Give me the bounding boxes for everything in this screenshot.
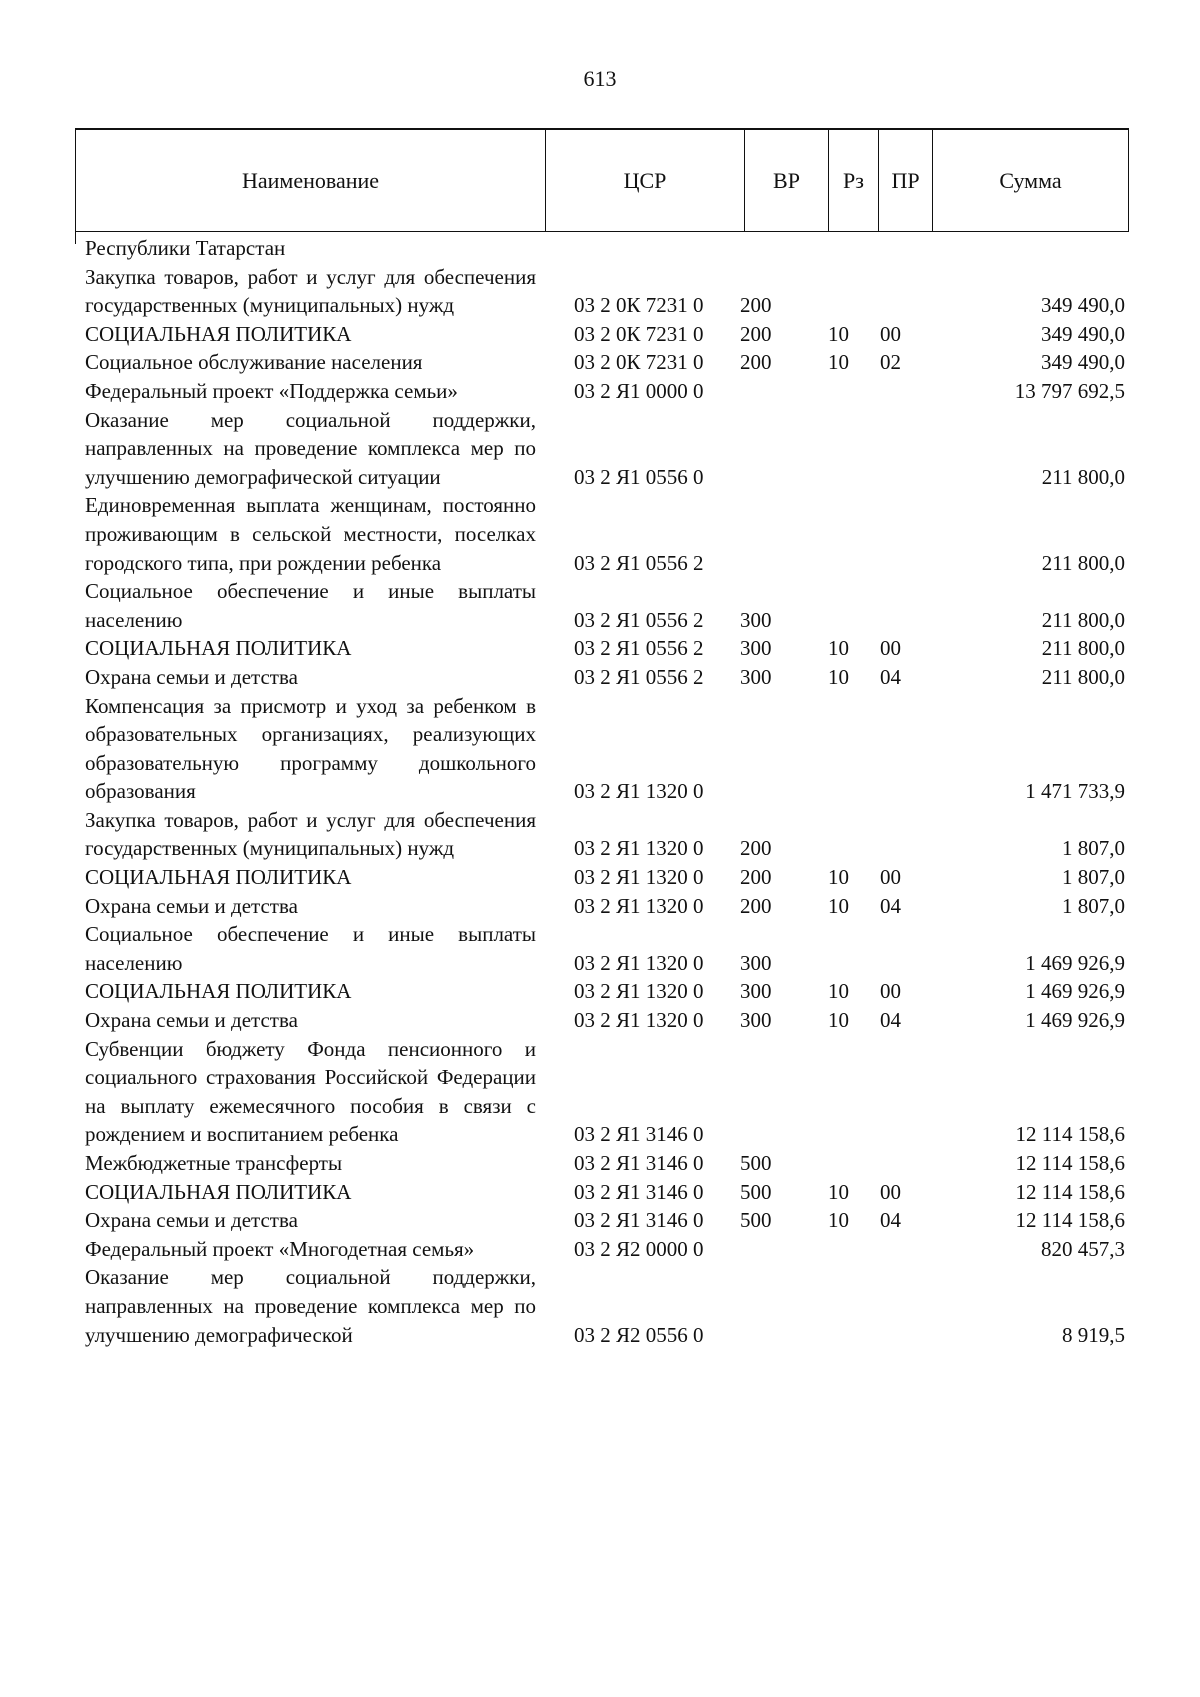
table-row xyxy=(85,377,1125,406)
row-csr: 03 2 Я1 1320 0 xyxy=(574,979,704,1004)
row-name: Закупка товаров, работ и услуг для обеспечения государственных (муниципальных) нужд xyxy=(85,807,536,861)
row-rz: 10 xyxy=(828,893,849,918)
row-sum: 1 807,0 xyxy=(1062,893,1125,918)
row-sum: 12 114 158,6 xyxy=(1015,1151,1125,1175)
table-row xyxy=(85,1235,1125,1264)
row-csr: 03 2 Я1 0556 2 xyxy=(574,607,704,632)
header-rz: Рз xyxy=(829,130,879,231)
table-row xyxy=(85,1206,1125,1235)
row-vr: 200 xyxy=(740,893,772,918)
table-row xyxy=(85,348,1125,377)
table-row xyxy=(85,663,1125,692)
row-vr: 200 xyxy=(740,350,772,375)
table-row xyxy=(85,920,1125,977)
row-csr: 03 2 Я1 0556 2 xyxy=(574,636,704,661)
table-row xyxy=(85,1263,1125,1349)
row-name: Федеральный проект «Многодетная семья» xyxy=(85,1236,475,1261)
row-rz: 10 xyxy=(828,1179,849,1204)
header-vr: ВР xyxy=(745,130,829,231)
row-sum: 1 807,0 xyxy=(1062,836,1125,861)
row-name: Охрана семьи и детства xyxy=(85,893,298,918)
row-sum: 1 469 926,9 xyxy=(1025,1008,1125,1033)
row-pr: 02 xyxy=(880,350,901,375)
row-pr: 04 xyxy=(880,1208,901,1233)
row-csr: 03 2 Я1 3146 0 xyxy=(574,1179,704,1204)
row-rz: 10 xyxy=(828,979,849,1004)
row-name: СОЦИАЛЬНАЯ ПОЛИТИКА xyxy=(85,1179,352,1204)
table-row xyxy=(85,863,1125,892)
row-vr: 200 xyxy=(740,321,772,346)
row-pr: 00 xyxy=(880,979,901,1004)
row-sum: 349 490,0 xyxy=(1041,321,1125,346)
row-rz: 10 xyxy=(828,1008,849,1033)
table-row xyxy=(85,806,1125,863)
row-vr: 500 xyxy=(740,1208,772,1233)
row-sum: 1 469 926,9 xyxy=(1025,979,1125,1004)
row-rz: 10 xyxy=(828,664,849,689)
row-sum: 349 490,0 xyxy=(1041,293,1125,318)
row-name: Субвенции бюджету Фонда пенсионного и социального страхования Российской Федерации на выплату ежемесячного пособия в связи с рождением и воспитанием ребенка xyxy=(85,1036,536,1147)
row-csr: 03 2 Я1 1320 0 xyxy=(574,893,704,918)
row-pr: 04 xyxy=(880,664,901,689)
row-pr: 04 xyxy=(880,893,901,918)
row-csr: 03 2 Я1 0000 0 xyxy=(574,378,704,403)
row-rz: 10 xyxy=(828,321,849,346)
row-sum: 349 490,0 xyxy=(1041,350,1125,375)
row-sum: 211 800,0 xyxy=(1041,636,1125,661)
table-row xyxy=(85,320,1125,349)
row-vr: 500 xyxy=(740,1151,772,1175)
row-vr: 300 xyxy=(740,950,772,975)
row-sum: 1 807,0 xyxy=(1062,865,1125,890)
row-csr: 03 2 0К 7231 0 xyxy=(574,293,704,318)
row-sum: 13 797 692,5 xyxy=(1014,378,1125,403)
row-name: Социальное обеспечение и иные выплаты населению xyxy=(85,922,536,975)
row-name: Компенсация за присмотр и уход за ребенком в образовательных организациях, реализующих образовательную программу дошкольного образования xyxy=(85,693,536,804)
row-pr: 00 xyxy=(880,636,901,661)
row-name: Единовременная выплата женщинам, постоянно проживающим в сельской местности, поселках городского типа, при рождении ребенка xyxy=(85,493,536,575)
row-name: Федеральный проект «Поддержка семьи» xyxy=(85,378,458,403)
row-rz: 10 xyxy=(828,636,849,661)
row-name: Охрана семьи и детства xyxy=(85,664,298,689)
header-name: Наименование xyxy=(76,130,546,231)
header-csr: ЦСР xyxy=(546,130,745,231)
row-csr: 03 2 Я1 1320 0 xyxy=(574,1008,704,1033)
row-csr: 03 2 Я1 3146 0 xyxy=(574,1122,704,1147)
row-name: Охрана семьи и детства xyxy=(85,1208,298,1233)
row-sum: 1 469 926,9 xyxy=(1025,950,1125,975)
row-sum: 211 800,0 xyxy=(1041,607,1125,632)
row-pr: 00 xyxy=(880,321,901,346)
table-row xyxy=(85,491,1125,577)
row-csr: 03 2 Я1 1320 0 xyxy=(574,950,704,975)
row-sum: 12 114 158,6 xyxy=(1015,1179,1125,1204)
row-csr: 03 2 Я1 0556 0 xyxy=(574,464,704,489)
table-row xyxy=(85,1178,1125,1207)
row-name: Оказание мер социальной поддержки, направленных на проведение комплекса мер по улучшению демографической xyxy=(85,1265,536,1347)
row-vr: 200 xyxy=(740,836,772,861)
table-row xyxy=(85,1149,1125,1178)
row-sum: 211 800,0 xyxy=(1041,464,1125,489)
row-csr: 03 2 Я1 3146 0 xyxy=(574,1208,704,1233)
row-rz: 10 xyxy=(828,865,849,890)
row-vr: 300 xyxy=(740,636,772,661)
row-sum: 8 919,5 xyxy=(1062,1322,1125,1347)
header-pr: ПР xyxy=(879,130,933,231)
row-name: Социальное обслуживание населения xyxy=(85,350,423,375)
row-vr: 300 xyxy=(740,979,772,1004)
table-row xyxy=(85,577,1125,634)
row-sum: 211 800,0 xyxy=(1041,550,1125,575)
table-row xyxy=(85,634,1125,663)
table-row xyxy=(85,977,1125,1006)
row-sum: 12 114 158,6 xyxy=(1015,1208,1125,1233)
row-sum: 211 800,0 xyxy=(1041,664,1125,689)
row-csr: 03 2 Я1 0556 2 xyxy=(574,550,704,575)
row-sum: 1 471 733,9 xyxy=(1025,779,1125,804)
row-name: Межбюджетные трансферты xyxy=(85,1151,343,1175)
row-vr: 200 xyxy=(740,865,772,890)
row-name: СОЦИАЛЬНАЯ ПОЛИТИКА xyxy=(85,321,352,346)
table-row xyxy=(85,263,1125,320)
row-pr: 00 xyxy=(880,865,901,890)
row-vr: 300 xyxy=(740,607,772,632)
row-csr: 03 2 Я1 1320 0 xyxy=(574,865,704,890)
row-name: Оказание мер социальной поддержки, направленных на проведение комплекса мер по улучшению демографической ситуации xyxy=(85,407,536,489)
row-csr: 03 2 Я1 0556 2 xyxy=(574,664,704,689)
row-name: СОЦИАЛЬНАЯ ПОЛИТИКА xyxy=(85,979,352,1004)
table-header xyxy=(75,128,1129,232)
row-name: Охрана семьи и детства xyxy=(85,1008,298,1033)
row-name: Закупка товаров, работ и услуг для обеспечения государственных (муниципальных) нужд xyxy=(85,264,536,318)
row-sum: 12 114 158,6 xyxy=(1015,1122,1125,1147)
row-vr: 300 xyxy=(740,664,772,689)
row-pr: 04 xyxy=(880,1008,901,1033)
table-row xyxy=(85,692,1125,806)
row-name: Республики Татарстан xyxy=(85,236,286,260)
row-csr: 03 2 Я2 0000 0 xyxy=(574,1236,704,1261)
row-name: Социальное обеспечение и иные выплаты населению xyxy=(85,579,536,632)
row-name: СОЦИАЛЬНАЯ ПОЛИТИКА xyxy=(85,636,352,661)
row-csr: 03 2 Я1 1320 0 xyxy=(574,779,704,804)
row-name: СОЦИАЛЬНАЯ ПОЛИТИКА xyxy=(85,865,352,890)
page-number: 613 xyxy=(583,66,617,91)
header-sum: Сумма xyxy=(999,167,1062,193)
table-row xyxy=(85,234,1125,263)
row-csr: 03 2 Я1 1320 0 xyxy=(574,836,704,861)
table-row xyxy=(85,406,1125,492)
table-body xyxy=(85,234,1125,1349)
table-left-rule xyxy=(75,230,76,244)
row-csr: 03 2 0К 7231 0 xyxy=(574,321,704,346)
row-vr: 500 xyxy=(740,1179,772,1204)
table-row xyxy=(85,892,1125,921)
row-pr: 00 xyxy=(880,1179,901,1204)
row-vr: 200 xyxy=(740,293,772,318)
row-csr: 03 2 Я2 0556 0 xyxy=(574,1322,704,1347)
row-vr: 300 xyxy=(740,1008,772,1033)
row-csr: 03 2 0К 7231 0 xyxy=(574,350,704,375)
row-csr: 03 2 Я1 3146 0 xyxy=(574,1151,704,1175)
row-sum: 820 457,3 xyxy=(1041,1236,1125,1261)
table-row xyxy=(85,1006,1125,1035)
row-rz: 10 xyxy=(828,350,849,375)
table-row xyxy=(85,1035,1125,1149)
row-rz: 10 xyxy=(828,1208,849,1233)
